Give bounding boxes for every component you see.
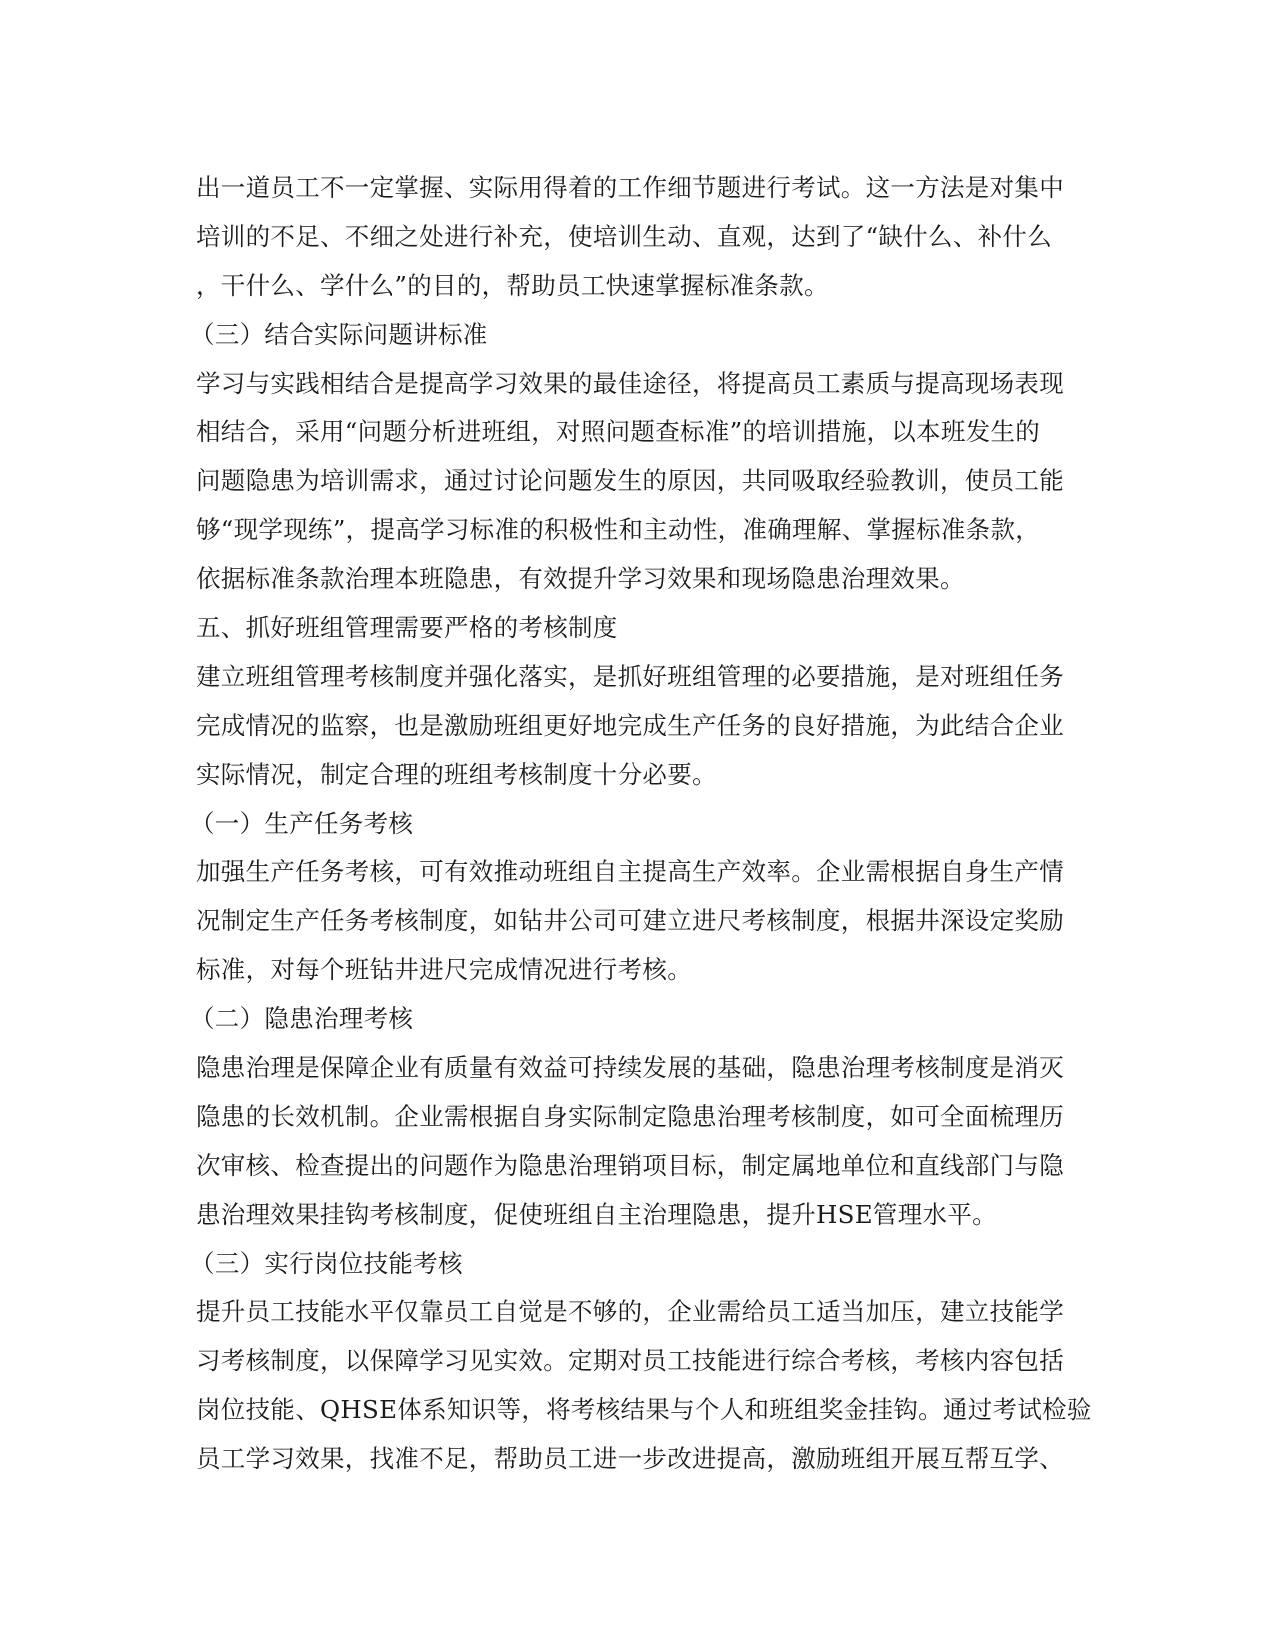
subsection-heading: （三）实行岗位技能考核 (190, 1248, 463, 1278)
paragraph-line: 建立班组管理考核制度并强化落实，是抓好班组管理的必要措施，是对班组任务 (196, 661, 1064, 691)
subsection-heading: （一）生产任务考核 (190, 808, 414, 838)
section-title: 五、抓好班组管理需要严格的考核制度 (196, 613, 618, 643)
paragraph-line: 隐患治理是保障企业有质量有效益可持续发展的基础，隐患治理考核制度是消灭 (196, 1053, 1064, 1083)
paragraph-line: 员工学习效果，找准不足，帮助员工进一步改进提高，激励班组开展互帮互学、 (196, 1444, 1064, 1474)
paragraph-line: 况制定生产任务考核制度，如钻井公司可建立进尺考核制度，根据井深设定奖励 (196, 906, 1064, 936)
document-body (190, 164, 1092, 1484)
paragraph-line: 培训的不足、不细之处进行补充，使培训生动、直观，达到了“缺什么、补什么 (196, 221, 1053, 251)
paragraph-line: ，干什么、学什么”的目的，帮助员工快速掌握标准条款。 (196, 270, 829, 300)
paragraph-line: 提升员工技能水平仅靠员工自觉是不够的，企业需给员工适当加压，建立技能学 (196, 1297, 1064, 1327)
paragraph-line: 完成情况的监察，也是激励班组更好地完成生产任务的良好措施，为此结合企业 (196, 710, 1064, 740)
paragraph-line: 加强生产任务考核，可有效推动班组自主提高生产效率。企业需根据自身生产情 (196, 857, 1064, 887)
subsection-heading: （三）结合实际问题讲标准 (190, 319, 488, 349)
paragraph-line: 够“现学现练”，提高学习标准的积极性和主动性，准确理解、掌握标准条款， (196, 515, 1041, 545)
paragraph-line: 患治理效果挂钩考核制度，促使班组自主治理隐患，提升HSE管理水平。 (196, 1199, 997, 1229)
paragraph-line: 依据标准条款治理本班隐患，有效提升学习效果和现场隐患治理效果。 (196, 564, 965, 594)
paragraph-line: 出一道员工不一定掌握、实际用得着的工作细节题进行考试。这一方法是对集中 (196, 173, 1064, 202)
paragraph-line: 次审核、检查提出的问题作为隐患治理销项目标，制定属地单位和直线部门与隐 (196, 1150, 1064, 1180)
paragraph-line: 习考核制度，以保障学习见实效。定期对员工技能进行综合考核，考核内容包括 (196, 1346, 1064, 1376)
paragraph-line: 相结合，采用“问题分析进班组，对照问题查标准”的培训措施，以本班发生的 (196, 417, 1041, 447)
paragraph-line: 标准，对每个班钻井进尺完成情况进行考核。 (196, 955, 692, 985)
paragraph-line: 实际情况，制定合理的班组考核制度十分必要。 (196, 759, 717, 789)
paragraph-line: 隐患的长效机制。企业需根据自身实际制定隐患治理考核制度，如可全面梳理历 (196, 1101, 1064, 1131)
paragraph-line: 岗位技能、QHSE体系知识等，将考核结果与个人和班组奖金挂钩。通过考试检验 (196, 1395, 1092, 1425)
paragraph-line: 学习与实践相结合是提高学习效果的最佳途径，将提高员工素质与提高现场表现 (196, 368, 1064, 398)
subsection-heading: （二）隐患治理考核 (190, 1004, 414, 1034)
paragraph-line: 问题隐患为培训需求，通过讨论问题发生的原因，共同吸取经验教训，使员工能 (196, 466, 1064, 496)
